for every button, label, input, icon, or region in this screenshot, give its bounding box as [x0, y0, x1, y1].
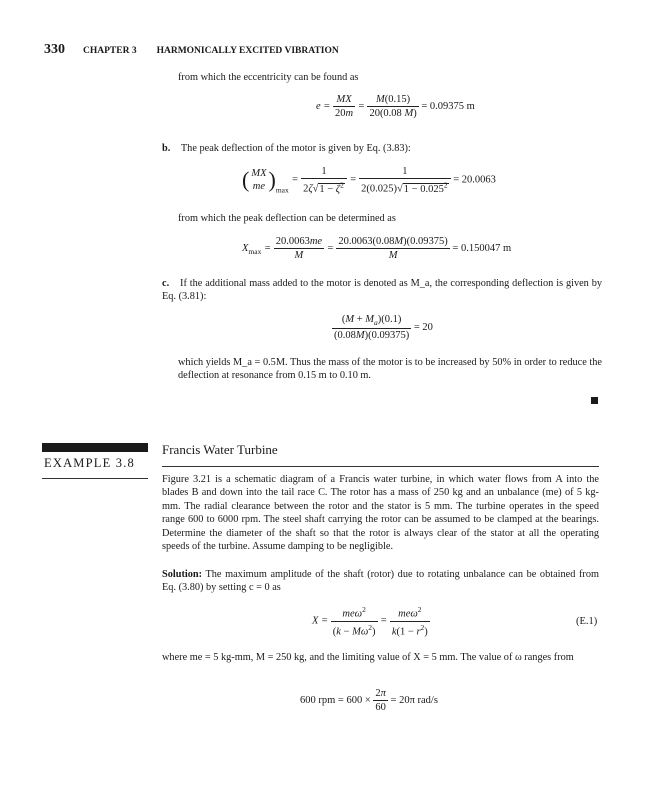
part-b [162, 142, 602, 155]
example-title: Francis Water Turbine [162, 442, 278, 457]
part-c-label: c. [162, 278, 170, 289]
fraction-xmax-2: $\frac{20.0063(0.08M)(0.09375)}{M}$ [338, 236, 448, 261]
part-c [162, 277, 602, 304]
peak-deflection-equation: ( MX me )$_{max}$ = $\frac{1}{2\zeta√1 - \zeta^2}$ = $\frac{1}{2(0.025)√1 - 0.025^2}$ = 20.0063 [242, 166, 496, 195]
example-label: EXAMPLE 3.8 [44, 456, 135, 470]
part-a-intro: from which the eccentricity can be found as [178, 72, 359, 83]
eccentricity-result: = 0.09375 m [421, 100, 475, 112]
part-b-text2: from which the peak deflection can be determined as [178, 213, 396, 224]
solution-label: Solution: [162, 569, 203, 580]
xmax-equation: $X_{max}$ = $\frac{20.0063me}{M}$ = $\frac{20.0063(0.08M)(0.09375)}{M}$ = 0.150047 m [242, 236, 512, 261]
page-header [44, 40, 339, 58]
fraction-amp-1: $\frac{me\omega^2}{(k - M\omega^2)}$ [332, 605, 376, 637]
fraction-amp-2: $\frac{me\omega^2}{k(1 - r^2)}$ [391, 605, 428, 637]
fraction-mx-20m: $\frac{MX}{20m}$ [335, 94, 354, 119]
amplitude-equation: X = $\frac{me\omega^2}{(k - M\omega^2)}$ = $\frac{me\omega^2}{k(1 - r^2)}$ [312, 605, 428, 637]
part-c-text: If the additional mass added to the motor is denoted as M_a, the corresponding deflection is given by Eq. (3.81): [162, 278, 602, 303]
part-b-label: b. [162, 143, 171, 154]
added-mass-result: = 20 [413, 321, 433, 333]
solution-text: The maximum amplitude of the shaft (rotor) due to rotating unbalance can be obtained from Eq. (3.80) by setting c = 0 as [162, 569, 599, 594]
part-b-text: The peak deflection of the motor is given by Eq. (3.83): [180, 143, 411, 154]
fraction-m015: $\frac{M(0.15)}{20(0.08 M)}$ [369, 94, 417, 119]
chapter-title: HARMONICALLY EXCITED VIBRATION [156, 46, 339, 56]
page-number: 330 [44, 42, 65, 57]
example-body: Figure 3.21 is a schematic diagram of a Francis water turbine, in which water flows from A into the blades B and down into the tail race C. The rotor has a mass of 250 kg and an unbalance (me) of 5 kg-mm. The radial clearance between the rotor and the stator is 5 mm. The turbine operates in the speed range 600 to 6000 rpm. The steel shaft carrying the rotor can be assumed to be clamped at the bearings. Determine the diameter of the shaft so that the rotor is always clear of the stator at all the operating speeds of the turbine. Assume damping to be negligible. [162, 474, 599, 553]
example-label-rule [42, 478, 148, 479]
rpm-left: 600 rpm = 600 × [300, 694, 371, 706]
fraction-2pi-60: $\frac{2\pi}{60}$ [375, 688, 386, 713]
peak-ratio-result: = 20.0063 [453, 174, 496, 186]
part-c-text2: which yields M_a = 0.5M. Thus the mass of the motor is to be increased by 50% in order to reduce the deflection at resonance from 0.15 m to 0.10 m. [178, 357, 602, 382]
added-mass-equation [332, 314, 433, 341]
fraction-xmax-1: $\frac{20.0063me}{M}$ [275, 236, 323, 261]
rpm-conversion-equation [300, 688, 438, 713]
where-text: where me = 5 kg-mm, M = 250 kg, and the limiting value of X = 5 mm. The value of ω ranges from [162, 652, 574, 663]
fraction-added-mass: $\frac{(M + M_a)(0.1)}{(0.08M)(0.09375)}$ [334, 314, 410, 342]
equation-number: (E.1) [576, 616, 598, 627]
fraction-1-over-2zeta: $\frac{1}{2\zeta√1 - \zeta^2}$ [301, 166, 347, 195]
chapter-label: CHAPTER 3 [83, 46, 137, 56]
ratio-mx-me: ( [242, 167, 250, 193]
example-title-rule [162, 466, 599, 467]
eccentricity-equation: e = $\frac{MX}{20m}$ = $\frac{M(0.15)}{20(0.08 M)}$ = 0.09375 m [316, 94, 475, 119]
fraction-numeric: $\frac{1}{2(0.025)√1 - 0.025^2}$ [359, 166, 450, 195]
xmax-result: = 0.150047 m [452, 242, 512, 254]
end-of-example-marker [591, 397, 598, 404]
solution-paragraph [162, 568, 599, 595]
example-bar [42, 443, 148, 452]
rpm-result: = 20π rad/s [390, 694, 438, 706]
